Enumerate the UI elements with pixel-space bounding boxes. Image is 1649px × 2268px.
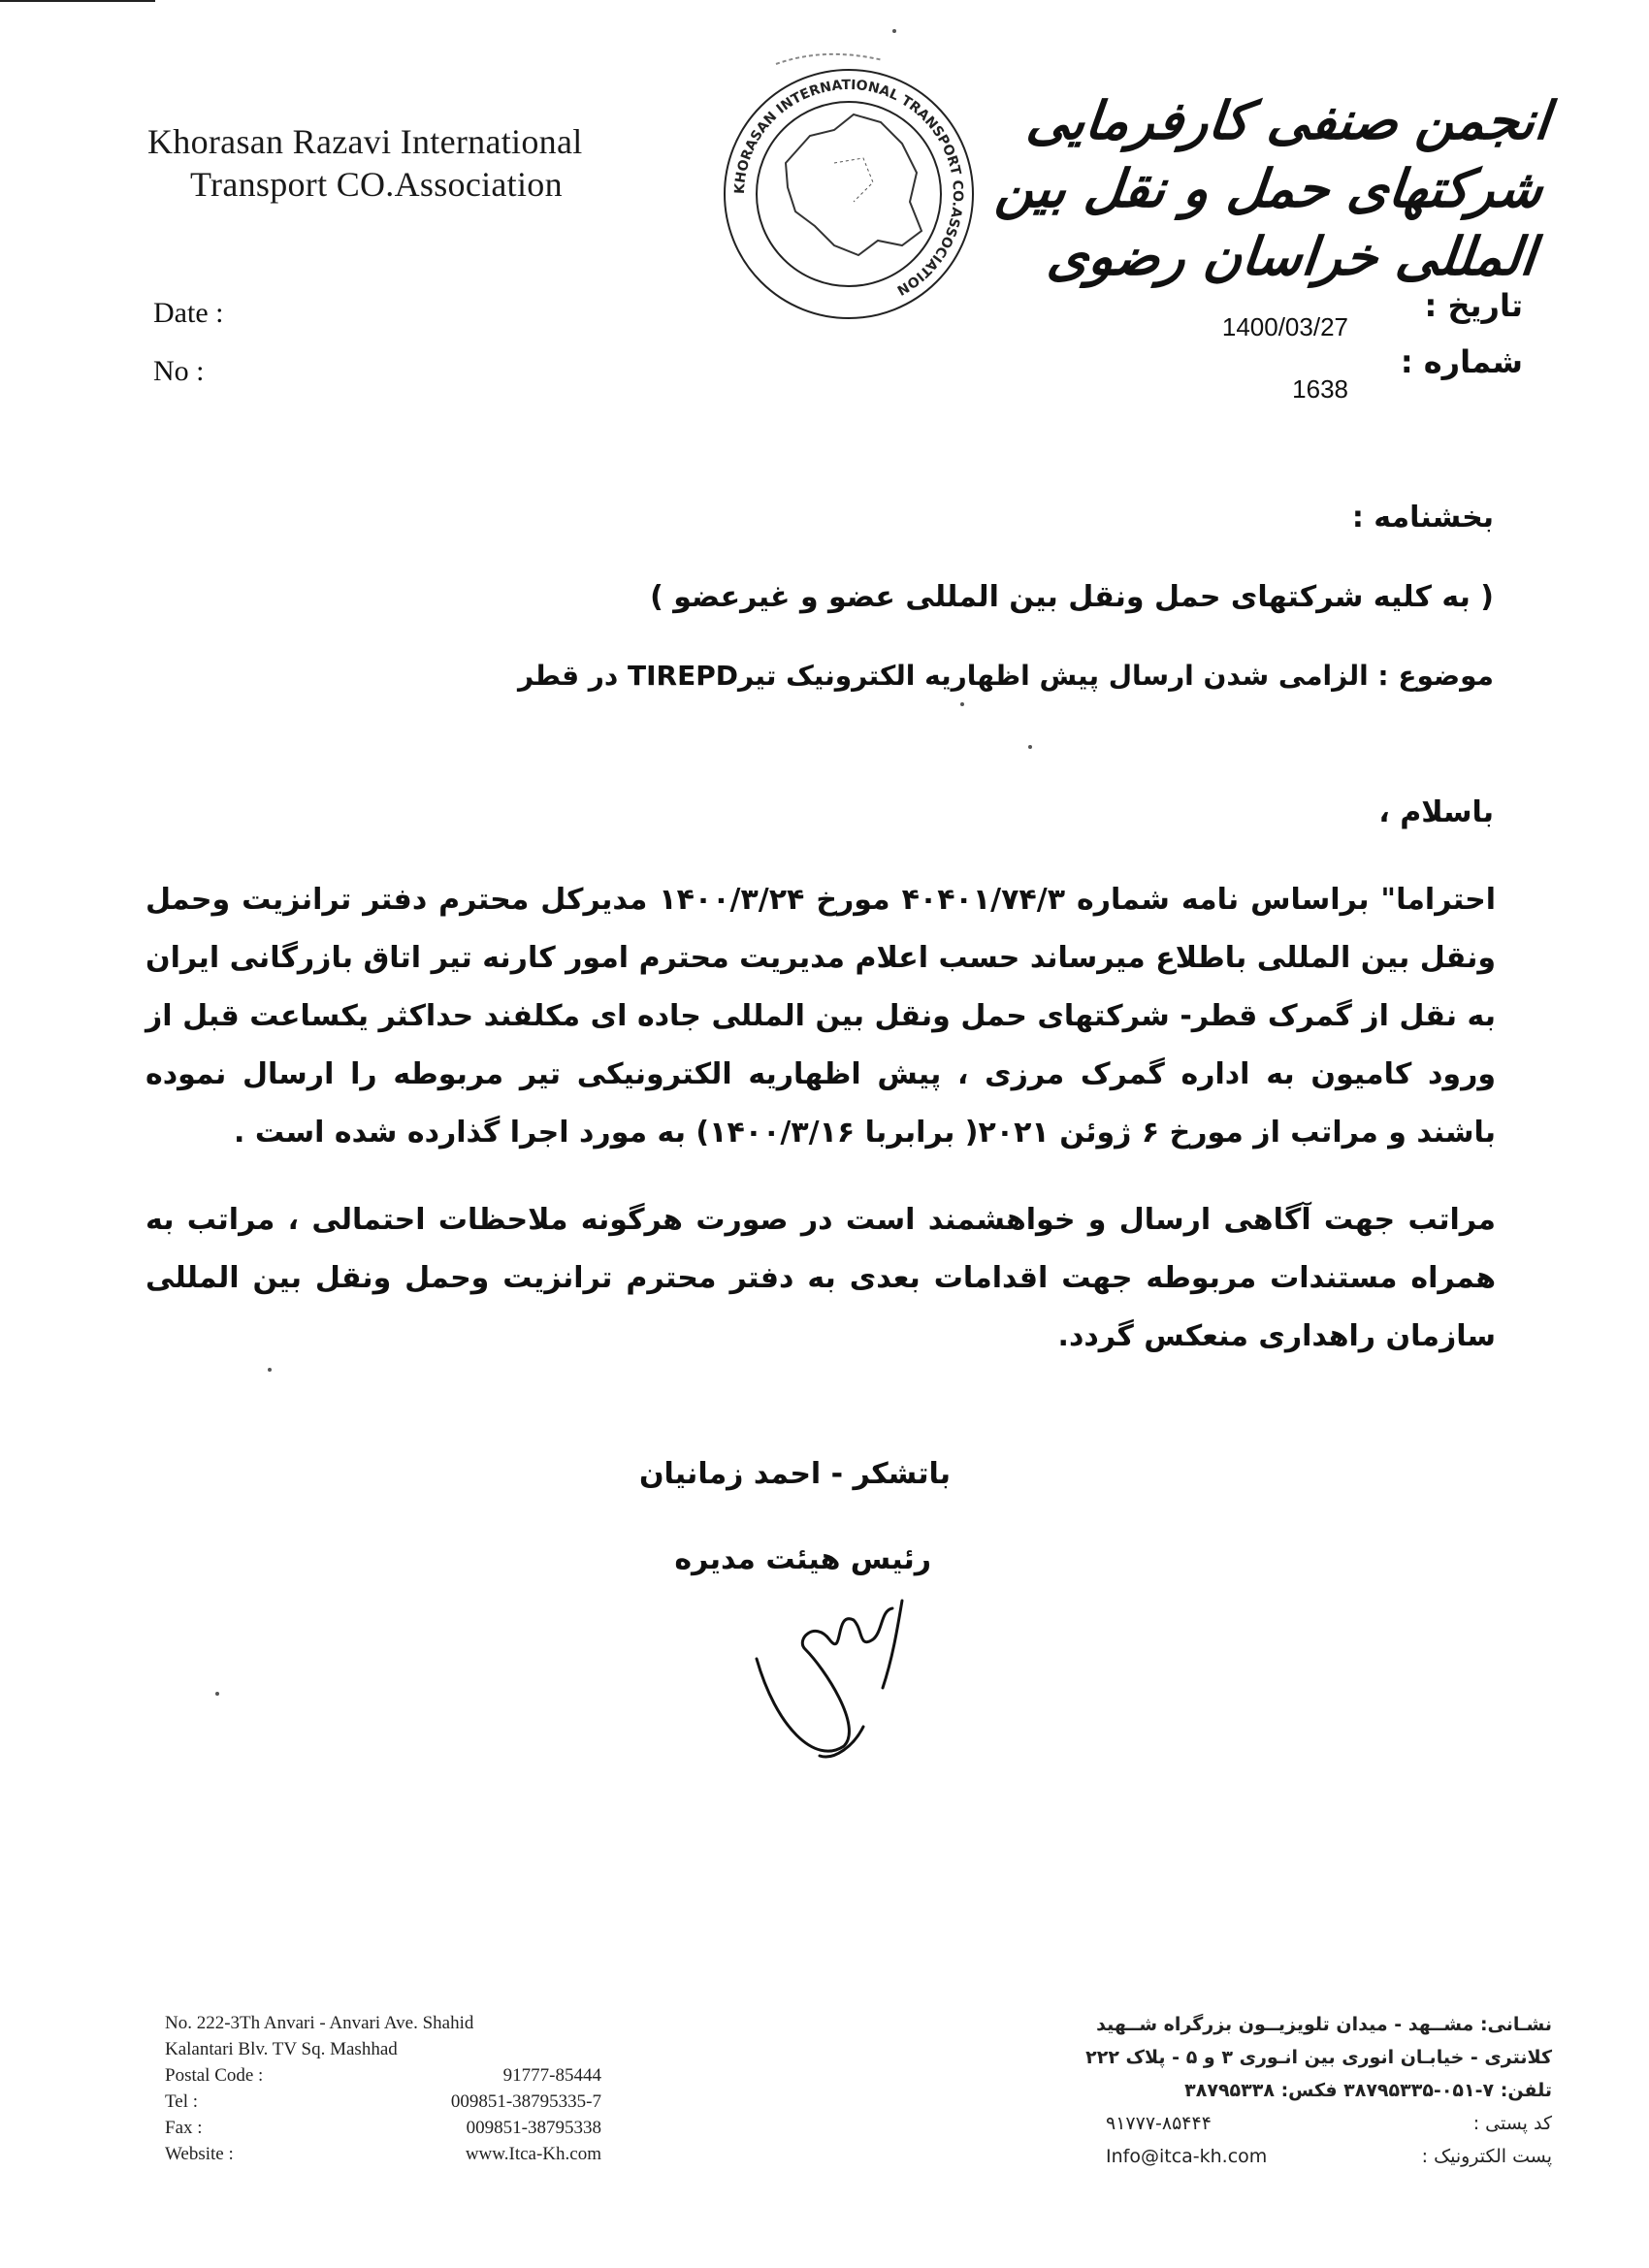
footer-contact-en xyxy=(165,2010,601,2167)
fax-value: 009851-38795338 xyxy=(466,2118,601,2138)
date-label-en: Date : xyxy=(153,297,224,329)
top-rule xyxy=(0,0,155,2)
body-paragraph-2: مراتب جهت آگاهی ارسال و خواهشمند است در صورت هرگونه ملاحظات احتمالی ، مراتب به همراه مستندات مربوطه جهت اقدامات بعدی به دفتر محترم ترانزیت وحمل ونقل بین المللی سازمان راهداری منعکس گردد. xyxy=(146,1203,1496,1353)
footer-contact-fa xyxy=(1086,2008,1552,2173)
svg-text:KHORASAN INTERNATIONAL TRANSPO xyxy=(732,78,965,298)
org-name-fa: انجمن صنفی کارفرمایی شرکتهای حمل و نقل بین المللی خراسان رضوی xyxy=(992,90,1553,287)
scan-speck xyxy=(892,29,896,33)
website-link[interactable]: www.Itca-Kh.com xyxy=(465,2144,601,2164)
seal-emblem-icon xyxy=(718,47,980,338)
website-label: Website : xyxy=(165,2144,234,2164)
org-name-en xyxy=(147,120,583,206)
signature-icon xyxy=(737,1581,931,1766)
postal-code-label: Postal Code : xyxy=(165,2065,264,2086)
letter-number-value: 1638 xyxy=(1292,374,1348,404)
scan-speck xyxy=(1028,745,1032,749)
footer-address-line1: No. 222-3Th Anvari - Anvari Ave. Shahid xyxy=(165,2013,474,2033)
seal-text: KHORASAN INTERNATIONAL TRANSPORT CO.ASSOCIATION xyxy=(731,77,966,298)
signer-title: رئیس هیئت مدیره xyxy=(674,1542,931,1576)
scan-speck xyxy=(268,1368,272,1372)
subject-line: موضوع : الزامی شدن ارسال پیش اظهاریه الکترونیک تیرTIREPD در قطر xyxy=(518,660,1494,692)
tel-value: 009851-38795335-7 xyxy=(450,2091,601,2112)
handwritten-signature xyxy=(737,1581,931,1766)
footer-fa-address-line2: کلانتری - خیابـان انوری بین انـوری ۳ و ۵ - پلاک ۲۲۲ xyxy=(1085,2047,1552,2068)
association-seal xyxy=(718,47,980,338)
circular-label: بخشنامه : xyxy=(1351,501,1494,535)
recipients-line: ( به کلیه شرکتهای حمل ونقل بین المللی عضو و غیرعضو ) xyxy=(650,580,1494,614)
no-label-fa: شماره : xyxy=(1400,343,1523,380)
footer-postal-row xyxy=(165,2062,601,2089)
scan-speck xyxy=(215,1692,219,1696)
footer-fax-row xyxy=(165,2115,601,2141)
fax-label: Fax : xyxy=(165,2118,203,2138)
date-label-fa: تاریخ : xyxy=(1424,287,1523,324)
footer-tel-row xyxy=(165,2089,601,2115)
sign-off: باتشکر - احمد زمانیان xyxy=(638,1457,951,1491)
footer-fa-email-label: پست الکترونیک : xyxy=(1421,2146,1552,2167)
org-name-en-line1: Khorasan Razavi International xyxy=(147,122,583,161)
date-value: 1400/03/27 xyxy=(1221,312,1348,341)
footer-fa-postal-value: ۹۱۷۷۷-۸۵۴۴۴ xyxy=(1106,2113,1212,2134)
no-label-en: No : xyxy=(153,355,205,387)
org-name-en-line2: Transport CO.Association xyxy=(190,165,563,204)
footer-website-row xyxy=(165,2141,601,2167)
scan-speck xyxy=(960,702,964,706)
footer-fa-phone-line: تلفن: ۷-۰۵۱-۳۸۷۹۵۳۳۵ فکس: ۳۸۷۹۵۳۳۸ xyxy=(1184,2080,1552,2101)
body-paragraph-1: احتراما" براساس نامه شماره ۴۰۴۰۱/۷۴/۳ مورخ ۱۴۰۰/۳/۲۴ مدیرکل محترم دفتر ترانزیت وحمل ونقل بین المللی باطلاع میرساند حسب اعلام مدیریت محترم امور کارنه تیر اتاق بازرگانی ایران به نقل از گمرک قطر- شرکتهای حمل ونقل بین المللی جاده ای مکلفند حداکثر یکساعت قبل از ورود کامیون به اداره گمرک مرزی ، پیش اظهاریه الکترونیکی تیر مربوطه را ارسال نموده باشند و مراتب از مورخ ۶ ژوئن ۲۰۲۱( برابربا ۱۴۰۰/۳/۱۶) به مورد اجرا گذارده شده است . xyxy=(146,883,1497,1150)
postal-code-value: 91777-85444 xyxy=(502,2065,601,2086)
footer-address-line2: Kalantari Blv. TV Sq. Mashhad xyxy=(165,2039,398,2059)
footer-fa-postal-label: کد پستی : xyxy=(1472,2113,1552,2134)
footer-fa-email-link[interactable]: Info@itca-kh.com xyxy=(1106,2146,1268,2167)
tel-label: Tel : xyxy=(165,2091,199,2112)
footer-fa-address-line1: نشـانی: مشــهد - میدان تلویزیــون بزرگراه شــهید xyxy=(1096,2014,1552,2035)
salutation: باسلام ، xyxy=(1378,795,1494,829)
